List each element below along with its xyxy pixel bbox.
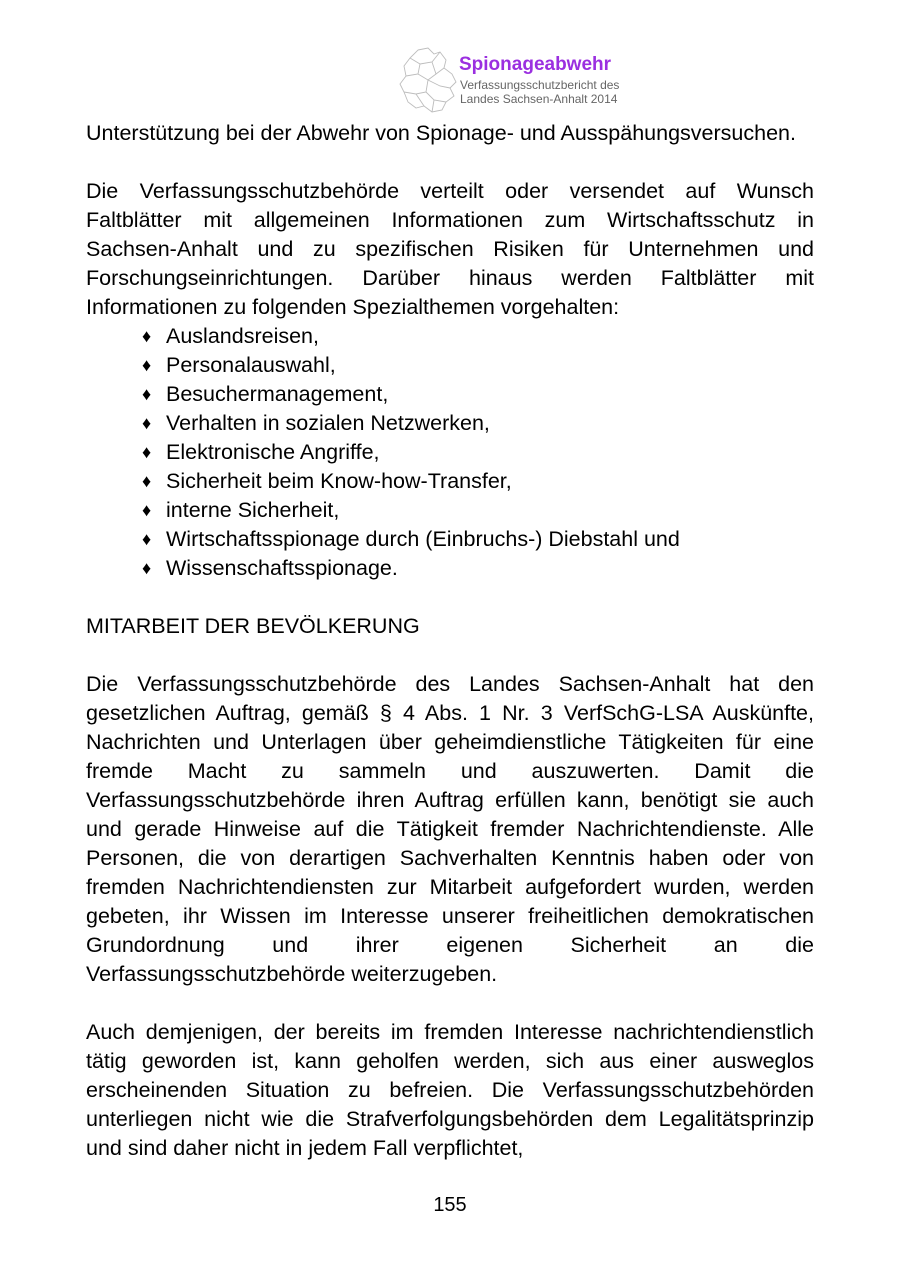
sachsen-anhalt-map-icon	[398, 46, 460, 114]
diamond-bullet-icon: ♦	[142, 413, 152, 433]
diamond-bullet-icon: ♦	[142, 384, 152, 404]
list-item-text: Wirtschaftsspionage durch (Einbruchs-) Diebstahl und	[166, 527, 680, 551]
header-subtitle-line1: Verfassungsschutzbericht des	[460, 78, 620, 92]
header-title: Spionageabwehr	[459, 54, 612, 75]
list-item	[142, 525, 814, 554]
list-item	[142, 496, 814, 525]
special-topics-list	[86, 322, 814, 583]
paragraph-spacer	[86, 989, 814, 1018]
page-number: 155	[433, 1194, 467, 1216]
list-item	[142, 409, 814, 438]
list-item-text: Verhalten in sozialen Netzwerken,	[166, 411, 490, 435]
section-heading: MITARBEIT DER BEVÖLKERUNG	[86, 614, 420, 638]
paragraph-spacer	[86, 148, 814, 177]
list-item-text: Personalauswahl,	[166, 353, 336, 377]
list-item	[142, 467, 814, 496]
paragraph-spacer	[86, 641, 814, 670]
paragraph-4: Auch demjenigen, der bereits im fremden Interesse nachrichtendienstlich tätig geworden ist, kann geholfen werden, sich aus einer ausweglos erscheinenden Situation zu befreien. Die Verfassungsschutzbehörden unterliegen nicht wie die Strafverfolgungsbehörden dem Legalitätsprinzip und sind daher nicht in jedem Fall verpflichtet,	[86, 1020, 814, 1160]
list-item	[142, 351, 814, 380]
paragraph-spacer	[86, 583, 814, 612]
list-item	[142, 438, 814, 467]
list-item	[142, 554, 814, 583]
diamond-bullet-icon: ♦	[142, 355, 152, 375]
diamond-bullet-icon: ♦	[142, 529, 152, 549]
list-item-text: Elektronische Angriffe,	[166, 440, 380, 464]
list-item-text: Auslandsreisen,	[166, 324, 319, 348]
paragraph-1: Unterstützung bei der Abwehr von Spionage- und Ausspähungsversuchen.	[86, 121, 796, 145]
list-item-text: Sicherheit beim Know-how-Transfer,	[166, 469, 512, 493]
header-subtitle-line2: Landes Sachsen-Anhalt 2014	[460, 92, 618, 106]
page-body	[86, 119, 814, 1163]
list-item	[142, 380, 814, 409]
diamond-bullet-icon: ♦	[142, 558, 152, 578]
list-item-text: interne Sicherheit,	[166, 498, 340, 522]
diamond-bullet-icon: ♦	[142, 442, 152, 462]
page-header	[398, 46, 678, 114]
paragraph-3: Die Verfassungsschutzbehörde des Landes Sachsen-Anhalt hat den gesetzlichen Auftrag, gemäß § 4 Abs. 1 Nr. 3 VerfSchG-LSA Auskünfte, Nachrichten und Unterlagen über geheimdienstliche Tätigkeiten für eine fremde Macht zu sammeln und auszuwerten. Damit die Verfassungsschutzbehörde ihren Auftrag erfüllen kann, benötigt sie auch und gerade Hinweise auf die Tätigkeit fremder Nachrichtendienste. Alle Personen, die von derartigen Sachverhalten Kenntnis haben oder von fremden Nachrichtendiensten zur Mitarbeit aufgefordert wurden, werden gebeten, ihr Wissen im Interesse unserer freiheitlichen demokratischen Grundordnung und ihrer eigenen Sicherheit an die Verfassungsschutzbehörde weiterzugeben.	[86, 672, 814, 986]
list-item	[142, 322, 814, 351]
diamond-bullet-icon: ♦	[142, 326, 152, 346]
diamond-bullet-icon: ♦	[142, 471, 152, 491]
paragraph-2: Die Verfassungsschutzbehörde verteilt oder versendet auf Wunsch Faltblätter mit allgemeinen Informationen zum Wirtschaftsschutz in Sachsen-Anhalt und zu spezifischen Risiken für Unternehmen und Forschungseinrichtungen. Darüber hinaus werden Faltblätter mit Informationen zu folgenden Spezialthemen vorgehalten:	[86, 179, 814, 319]
list-item-text: Wissenschaftsspionage.	[166, 556, 398, 580]
list-item-text: Besuchermanagement,	[166, 382, 389, 406]
diamond-bullet-icon: ♦	[142, 500, 152, 520]
